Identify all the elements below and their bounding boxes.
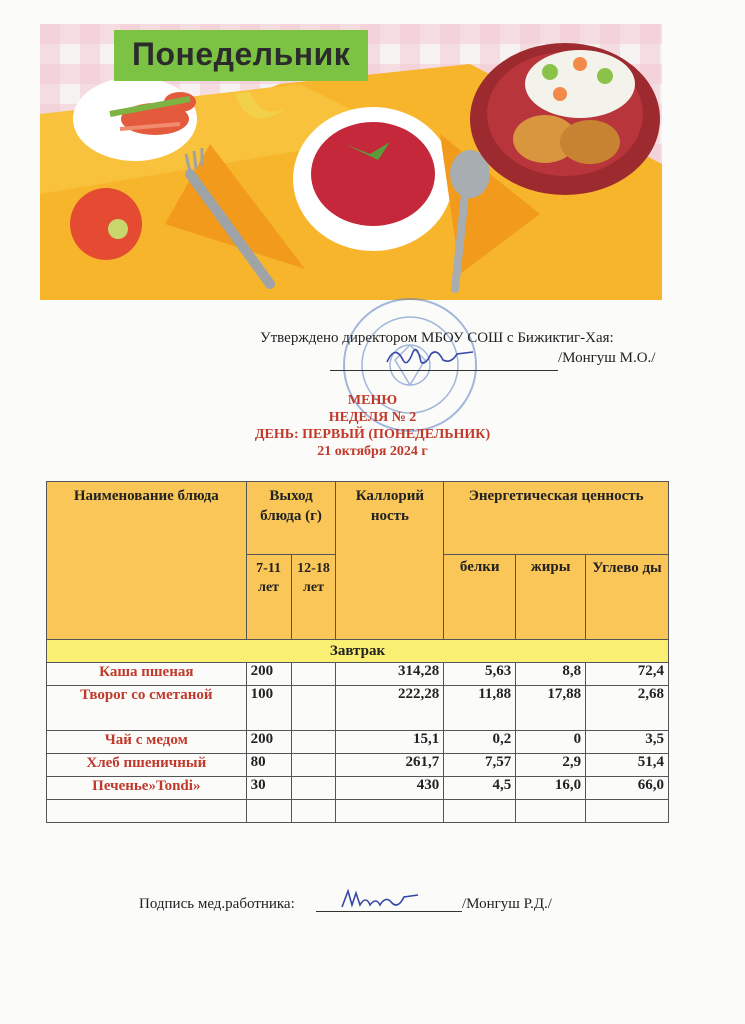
section-label: Завтрак (47, 640, 669, 663)
col-header-energy: Энергетическая ценность (444, 482, 669, 555)
week-label: НЕДЕЛЯ № 2 (328, 410, 417, 425)
protein-value: 11,88 (444, 686, 516, 731)
menu-title: МЕНЮ (347, 393, 398, 408)
col-header-dish: Наименование блюда (47, 482, 247, 640)
col-header-carbs: Углево ды (586, 555, 669, 640)
carbs-value: 2,68 (586, 686, 669, 731)
portion-age1 (246, 800, 291, 823)
col-header-age2: 12-18 лет (291, 555, 336, 640)
portion-age1: 100 (246, 686, 291, 731)
dish-name: Творог со сметаной (47, 686, 247, 731)
calories-value: 430 (336, 777, 444, 800)
menu-heading (0, 392, 745, 460)
date-label: 21 октября 2024 г (317, 444, 428, 459)
portion-age2 (291, 731, 336, 754)
protein-value: 5,63 (444, 663, 516, 686)
calories-value: 222,28 (336, 686, 444, 731)
medic-name: /Монгуш Р.Д./ (462, 896, 552, 912)
dish-name: Хлеб пшеничный (47, 754, 247, 777)
portion-age2 (291, 777, 336, 800)
portion-age1: 200 (246, 663, 291, 686)
carbs-value: 66,0 (586, 777, 669, 800)
carbs-value: 51,4 (586, 754, 669, 777)
section-row-breakfast (47, 640, 669, 663)
col-header-protein: белки (444, 555, 516, 640)
protein-value: 0,2 (444, 731, 516, 754)
calories-value: 15,1 (336, 731, 444, 754)
dish-name: Печенье»Tondi» (47, 777, 247, 800)
day-label: ДЕНЬ: ПЕРВЫЙ (ПОНЕДЕЛЬНИК) (254, 427, 491, 442)
calories-value: 314,28 (336, 663, 444, 686)
dish-name: Чай с медом (47, 731, 247, 754)
table-header-row (47, 482, 669, 555)
fat-value: 0 (516, 731, 586, 754)
col-header-portion: Выход блюда (г) (246, 482, 336, 555)
approval-text: Утверждено директором МБОУ СОШ с Бижиктиг-Хая: (260, 330, 614, 346)
dish-name: Каша пшеная (47, 663, 247, 686)
day-title: Понедельник (114, 30, 368, 81)
medic-signature (340, 887, 420, 913)
table-row (47, 731, 669, 754)
portion-age2 (291, 686, 336, 731)
carbs-value: 72,4 (586, 663, 669, 686)
medic-signature-label: Подпись мед.работника: (139, 896, 295, 912)
director-name: /Монгуш М.О./ (558, 350, 656, 366)
calories-value: 261,7 (336, 754, 444, 777)
carbs-value: 3,5 (586, 731, 669, 754)
portion-age1: 30 (246, 777, 291, 800)
fat-value (516, 800, 586, 823)
table-row (47, 777, 669, 800)
table-row (47, 754, 669, 777)
protein-value: 7,57 (444, 754, 516, 777)
dish-name (47, 800, 247, 823)
table-row-empty (47, 800, 669, 823)
fat-value: 2,9 (516, 754, 586, 777)
col-header-age1: 7-11 лет (246, 555, 291, 640)
calories-value (336, 800, 444, 823)
portion-age2 (291, 663, 336, 686)
portion-age1: 80 (246, 754, 291, 777)
protein-value (444, 800, 516, 823)
table-row (47, 686, 669, 731)
portion-age1: 200 (246, 731, 291, 754)
table-row (47, 663, 669, 686)
protein-value: 4,5 (444, 777, 516, 800)
col-header-calories: Каллорий ность (336, 482, 444, 640)
fat-value: 17,88 (516, 686, 586, 731)
menu-banner (40, 24, 662, 300)
menu-table (46, 481, 669, 823)
fat-value: 16,0 (516, 777, 586, 800)
director-signature (385, 342, 475, 372)
portion-age2 (291, 800, 336, 823)
col-header-fat: жиры (516, 555, 586, 640)
carbs-value (586, 800, 669, 823)
fat-value: 8,8 (516, 663, 586, 686)
portion-age2 (291, 754, 336, 777)
